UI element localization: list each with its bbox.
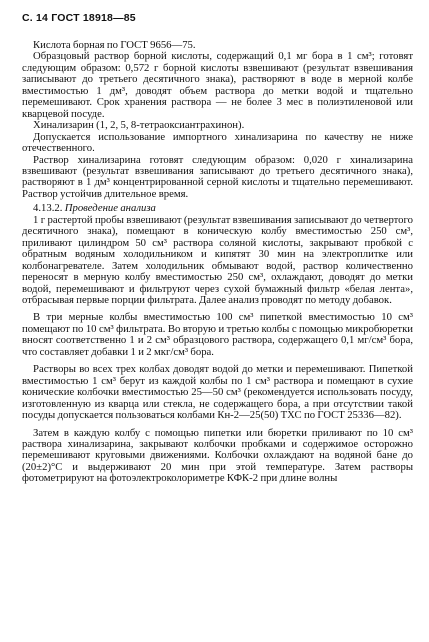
paragraph-photometry: Затем в каждую колбу с помощью пипетки или бюретки приливают по 10 см³ раствора хинализарина, закрывают колбочки пробками и содержимое осторожно перемешивают круговыми движениями. Колбочки охлаждают на водяной бане до (20±2)°С и выдерживают 20 мин при этой температуре. Затем растворы фотометрируют на фотоэлектроколориметре КФК-2 при длине волны xyxy=(22,426,413,485)
paragraph-dilution: Растворы во всех трех колбах доводят водой до метки и перемешивают. Пипеткой вместимостью 1 см³ берут из каждой колбы по 1 см³ раствора и помещают в сухие конические колбочки вместимостью 25—50 см³ (рекомендуется использовать посуду, изготовленную из кварца или стекла, не содержащего бора, а при отсутствии такой посуды допускается пользоваться колбами Кн-2—25(50) ТХС по ГОСТ 25336—82). xyxy=(22,363,413,422)
paragraph-reference-solution: Образцовый раствор борной кислоты, содержащий 0,1 мг бора в 1 см³; готовят следующим образом: 0,572 г борной кислоты взвешивают (результат взвешивания записывают до третьего десятичного знака), растворяют в воде в мерной колбе вместимостью 1 дм³, доводят объем раствора до метки водой и тщательно перемешивают. Срок хранения раствора — не более 3 мес в полиэтиленовой или кварцевой посуде. xyxy=(22,50,413,120)
paragraph-additions: В три мерные колбы вместимостью 100 см³ пипеткой вместимостью 10 см³ помещают по 10 см³ фильтрата. Во вторую и третью колбы с помощью микробюретки вносят соответственно 1 и 2 см³ образцового раствора, содержащего 0,1 мг/см³ бора, что составляет добавки 1 и 2 мкг/см³ бора. xyxy=(22,311,413,358)
paragraph-boric-acid: Кислота борная по ГОСТ 9656—75. xyxy=(33,39,196,51)
paragraph-quinalizarin-solution: Раствор хинализарина готовят следующим образом: 0,020 г хинализарина взвешивают (результат взвешивания записывают до третьего десятичного знака), растворяют в 1 дм³ концентрированной серной кислоты и тщательно перемешивают. Раствор устойчив длительное время. xyxy=(22,153,413,200)
document-body xyxy=(22,40,413,485)
paragraph-quinalizarin: Хинализарин (1, 2, 5, 8-тетраоксиантрахинон). xyxy=(33,119,245,132)
section-number: 4.13.2. xyxy=(33,202,63,215)
page-header xyxy=(22,12,136,24)
paragraph-sample-prep: 1 г растертой пробы взвешивают (результат взвешивания записывают до четвертого десятичного знака), помещают в коническую колбу вместимостью 250 см³, приливают цилиндром 50 см³ раствора соляной кислоты, закрывают пробкой с обратным водяным холодильником и кипятят 30 мин на электроплитке или колбонагревателе. Затем холодильник обмывают водой, раствор количественно переносят в мерную колбу вместимостью 250 см³, охлаждают, доводят до метки водой, перемешивают и фильтруют через сухой бумажный фильтр «белая лента», отбрасывая первые порции фильтрата. Далее анализ проводят по методу добавок. xyxy=(22,213,413,306)
standard-designation: ГОСТ 18918—85 xyxy=(51,12,136,24)
page-number: С. 14 xyxy=(22,12,49,24)
paragraph-imported-reagent: Допускается использование импортного хинализарина по качеству не ниже отечественного. xyxy=(22,130,413,155)
section-title: Проведение анализа xyxy=(64,202,156,215)
